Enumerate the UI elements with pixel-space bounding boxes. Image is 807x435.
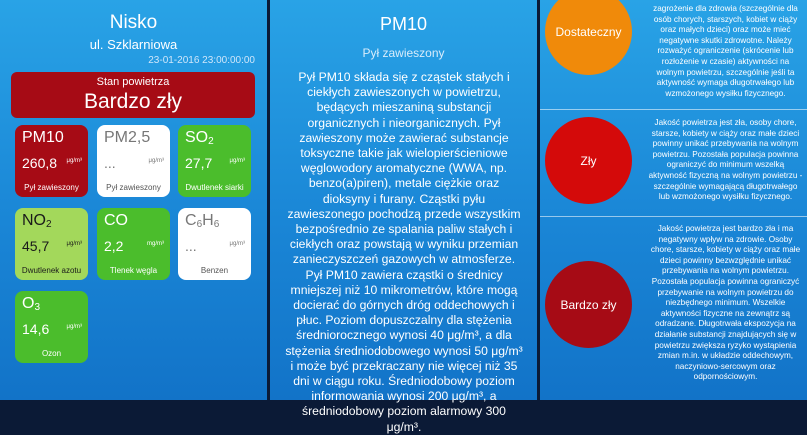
tile-no2-name-main: NO [22,212,46,229]
pollutant-info-screen[interactable] [270,0,537,434]
tile-so2-name [185,129,214,147]
level-zly-description: Jakość powietrza jest zła, osoby chore, starsze, kobiety w ciąży oraz małe dzieci powinny unikać przebywania na wolnym powietrzu. Pozostała populacja powinna ograniczyć do minimum wszelką aktywność fizyczną na wolnym powietrzu - szczególnie wymagającą długotrwałego lub wzmożonego wysiłku fizycznego. [648,118,803,202]
tile-co-desc: Tlenek węgla [109,266,158,275]
level-zly-badge [545,117,632,204]
tile-c6h6-desc: Benzen [200,266,229,275]
tile-so2-value: 27,7 [185,155,213,171]
tile-so2[interactable] [178,125,251,197]
tile-o3-value: 14,6 [22,321,50,337]
level-bardzo-zly-badge [545,261,632,348]
tile-o3[interactable] [15,291,88,363]
tile-co-name: CO [104,212,128,229]
tile-so2-name-sub: 2 [208,136,214,147]
tile-no2-value: 45,7 [22,238,50,254]
tile-no2[interactable] [15,208,88,280]
tile-so2-desc: Dwutlenek siarki [185,183,244,192]
tile-pm25[interactable] [97,125,170,197]
tile-c6h6-value: ... [185,238,197,254]
level-bardzo-zly-label: Bardzo zły [560,297,617,312]
tile-o3-unit: μg/m³ [66,324,82,330]
tile-o3-desc: Ozon [41,349,62,358]
level-dostateczny-badge [545,0,632,75]
tile-pm10-name: PM10 [22,129,64,146]
tile-co-unit: mg/m³ [147,241,164,247]
tile-o3-name-sub: 3 [34,302,41,313]
tile-c6h6-name [185,212,219,230]
level-zly-label: Zły [580,153,597,168]
city-name: Nisko [109,12,158,33]
tile-pm10-value: 260,8 [22,155,58,171]
air-status-banner[interactable] [11,72,255,118]
tile-pm25-value: ... [104,155,116,171]
tile-pm10[interactable] [15,125,88,197]
tile-pm10-desc: Pył zawieszony [24,183,79,192]
tile-c6h6-p2: H [202,212,214,229]
level-dostateczny-description: zagrożenie dla zdrowia (szczególnie dla osób chorych, starszych, kobiet w ciąży oraz małych dzieci) oraz może mieć negatywne skutki zdrowotne. Należy rozważyć ograniczenie (skrócenie lub rozłożenie w czasie) aktywności na wolnym powietrzu, szczególnie jeśli ta aktywność wymaga długotrwałego lub wzmożonego wysiłku fizycznego. [653,4,798,98]
level-bardzo-zly-description: Jakość powietrza jest bardzo zła i ma negatywny wpływ na zdrowie. Osoby chore, starsze, kobiety w ciąży oraz małe dzieci powinny bezwzględnie unikać przebywania na wolnym powietrzu. Pozostała populacja powinna ograniczyć przebywanie na wolnym powietrzu do niezbędnego minimum. Wszelkie aktywności fizyczne na zewnątrz są odradzane. Długotrwała ekspozycja na działanie substancji znajdujących się w powietrzu zwiększa ryzyko wystąpienia zmian m.in. w układzie oddechowym, naczyniowo-sercowym oraz odpornościowym. [650,224,801,382]
tile-o3-name-main: O [22,295,35,312]
pollutant-description: Pył PM10 składa się z cząstek stałych i ciekłych zawieszonych w powietrzu, będących mieszaniną substancji organicznych i nieorganicznych. Pył zawieszony może zawierać substancje toksyczne takie jak wielopierścieniowe węglowodory aromatyczne (WWA, np. benzo(a)piren), metale ciężkie oraz dioksyny i furany. Cząstki pyłu zawieszonego pochodzą przede wszystkim bezpośrednio ze spalania paliw stałych i ciekłych oraz powstają w wyniku przemian zanieczyszczeń gazowych w atmosferze. Pył PM10 zawiera cząstki o średnicy mniejszej niż 10 mikrometrów, które mogą docierać do górnych dróg oddechowych i płuc. Poziom dopuszczalny dla stężenia średniorocznego wynosi 40 μg/m³, a dla stężenia średniodobowego wynosi 50 μg/m³ i może być przekraczany nie więcej niż 35 dni w ciągu roku. Średniodobowy poziom informowania wynosi 200 μg/m³, a średniodobowy poziom alarmowy 300 μg/m³. [285,70,523,434]
station-screen [0,0,267,400]
level-divider [540,109,807,110]
tile-pm25-unit: μg/m³ [148,158,164,164]
tile-c6h6-p1: C [185,212,197,229]
pollutant-title: PM10 [379,14,428,34]
tile-co[interactable] [97,208,170,280]
tile-so2-unit: μg/m³ [229,158,245,164]
tile-o3-name [22,295,40,313]
tile-no2-unit: μg/m³ [66,241,82,247]
air-status-value: Bardzo zły [83,90,183,113]
tile-pm25-desc: Pył zawieszony [106,183,161,192]
tile-no2-desc: Dwutlenek azotu [21,266,82,275]
tile-c6h6-s1: 6 [196,219,203,230]
measurement-datetime: 23-01-2016 23:00:00:00 [148,55,255,66]
tile-pm25-name: PM2,5 [104,129,151,146]
tile-so2-name-main: SO [185,129,209,146]
air-status-label: Stan powietrza [96,76,170,88]
level-dostateczny-label: Dostateczny [555,24,622,39]
tile-c6h6-unit: μg/m³ [229,241,245,247]
tile-pm10-unit: μg/m³ [66,158,82,164]
tile-no2-name [22,212,52,230]
tile-c6h6-s2: 6 [213,219,220,230]
air-quality-levels-screen[interactable] [540,0,807,400]
tile-no2-name-sub: 2 [46,219,52,230]
level-divider [540,216,807,217]
street-name: ul. Szklarniowa [89,37,178,52]
pollutant-subtitle: Pył zawieszony [362,46,445,60]
tile-c6h6[interactable] [178,208,251,280]
tile-co-value: 2,2 [104,238,124,254]
